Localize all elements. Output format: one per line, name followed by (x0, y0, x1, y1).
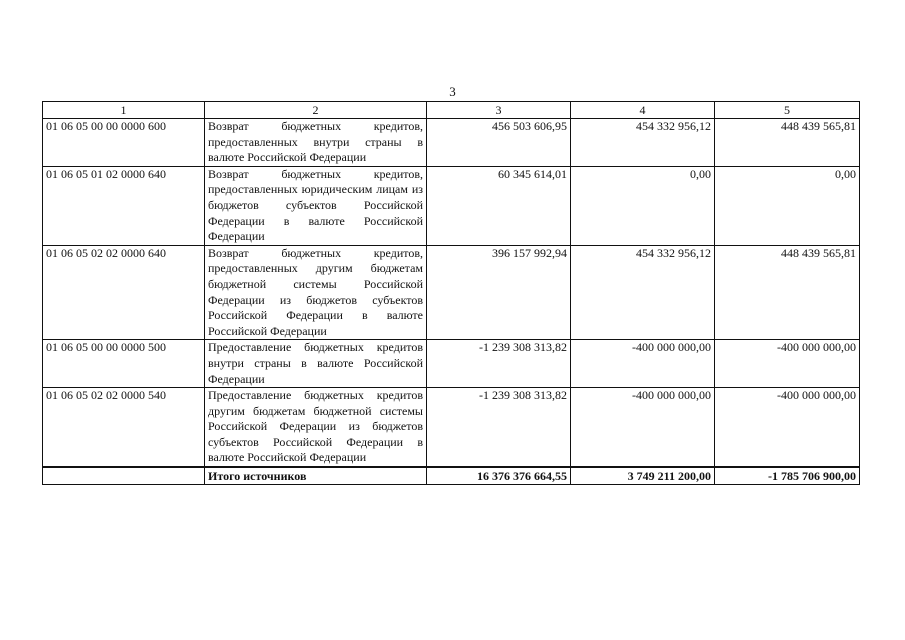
row-value-col5: -400 000 000,00 (715, 340, 860, 388)
row-value-col5: -1 785 706 900,00 (715, 467, 860, 485)
table-row (43, 388, 860, 467)
row-name-cell: Возврат бюджетных кредитов, предоставленных другим бюджетам бюджетной системы Российской Федерации из бюджетов субъектов Российской Федерации в валюте Российской Федерации (205, 245, 427, 340)
header-row (43, 102, 860, 119)
table-row (43, 340, 860, 388)
row-name-cell: Итого источников (205, 467, 427, 485)
table-header (43, 102, 860, 119)
column-header-1: 1 (43, 102, 205, 119)
table-body (43, 119, 860, 485)
column-header-5: 5 (715, 102, 860, 119)
row-name-cell: Предоставление бюджетных кредитов внутри страны в валюте Российской Федерации (205, 340, 427, 388)
row-code-cell: 01 06 05 00 00 0000 600 (43, 119, 205, 167)
row-code-cell (43, 467, 205, 485)
row-name-cell: Возврат бюджетных кредитов, предоставленных внутри страны в валюте Российской Федерации (205, 119, 427, 167)
column-header-2: 2 (205, 102, 427, 119)
row-code-cell: 01 06 05 00 00 0000 500 (43, 340, 205, 388)
row-code-cell: 01 06 05 02 02 0000 540 (43, 388, 205, 467)
total-row (43, 467, 860, 485)
row-value-col3: -1 239 308 313,82 (427, 388, 571, 467)
row-value-col5: 448 439 565,81 (715, 119, 860, 167)
row-value-col4: 454 332 956,12 (571, 119, 715, 167)
column-header-4: 4 (571, 102, 715, 119)
row-code-cell: 01 06 05 01 02 0000 640 (43, 166, 205, 245)
row-value-col4: 454 332 956,12 (571, 245, 715, 340)
column-header-3: 3 (427, 102, 571, 119)
row-name-cell: Возврат бюджетных кредитов, предоставленных юридическим лицам из бюджетов субъектов Российской Федерации в валюте Российской Федерации (205, 166, 427, 245)
row-value-col3: 16 376 376 664,55 (427, 467, 571, 485)
table-row (43, 245, 860, 340)
row-value-col3: 396 157 992,94 (427, 245, 571, 340)
row-value-col4: 3 749 211 200,00 (571, 467, 715, 485)
row-value-col3: 60 345 614,01 (427, 166, 571, 245)
page-number: 3 (449, 84, 456, 99)
row-value-col3: 456 503 606,95 (427, 119, 571, 167)
table-row (43, 119, 860, 167)
row-value-col4: 0,00 (571, 166, 715, 245)
row-code-cell: 01 06 05 02 02 0000 640 (43, 245, 205, 340)
row-value-col4: -400 000 000,00 (571, 388, 715, 467)
row-value-col5: 448 439 565,81 (715, 245, 860, 340)
row-name-cell: Предоставление бюджетных кредитов другим бюджетам бюджетной системы Российской Федерации из бюджетов субъектов Российской Федерации в валюте Российской Федерации (205, 388, 427, 467)
row-value-col3: -1 239 308 313,82 (427, 340, 571, 388)
row-value-col5: -400 000 000,00 (715, 388, 860, 467)
row-value-col4: -400 000 000,00 (571, 340, 715, 388)
table-row (43, 166, 860, 245)
row-value-col5: 0,00 (715, 166, 860, 245)
budget-sources-table (42, 101, 860, 485)
